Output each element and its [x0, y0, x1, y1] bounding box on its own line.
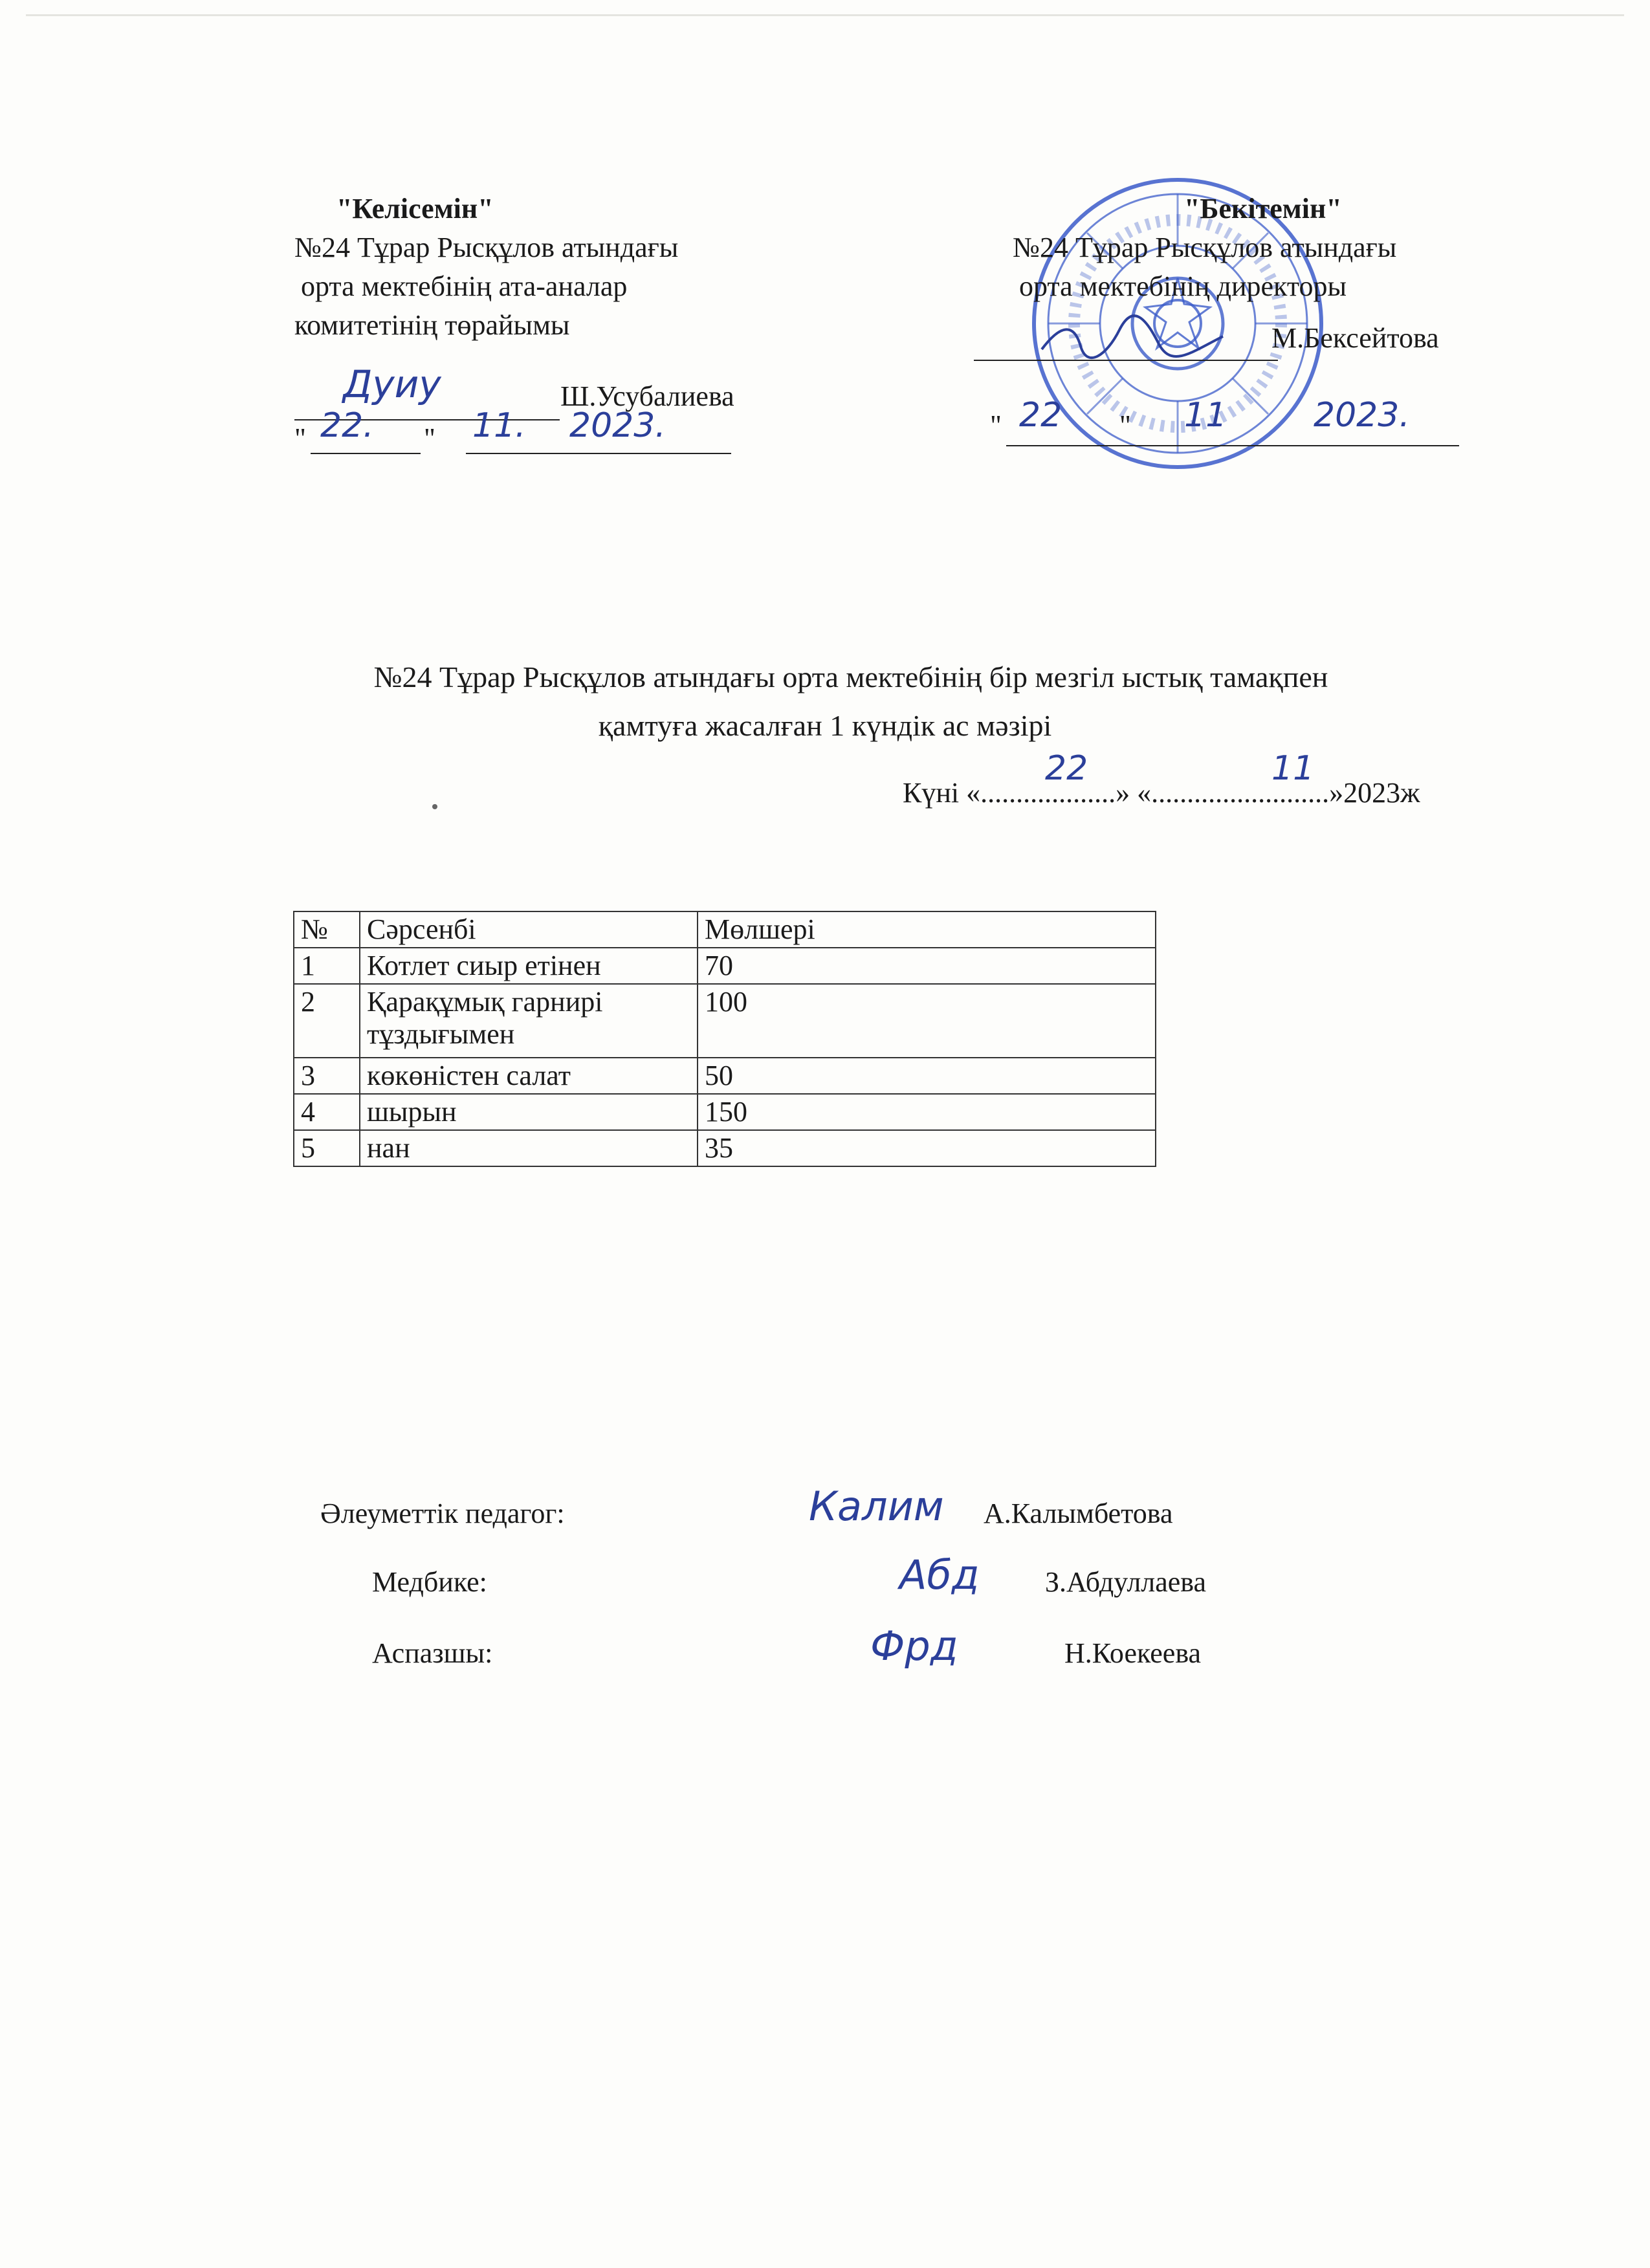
- agree-date-year: 2023.: [569, 406, 666, 445]
- row-no: 5: [294, 1130, 360, 1166]
- agree-line-2: орта мектебінің ата-аналар: [301, 270, 628, 302]
- doc-date-month-hand: 11: [1271, 749, 1315, 788]
- header-no: №: [294, 911, 360, 948]
- approve-signature: [1035, 311, 1229, 362]
- table-row: [294, 948, 1156, 984]
- signature-hand-cook: Фрд: [870, 1622, 958, 1670]
- agree-date-year-line: [466, 453, 731, 454]
- row-amount: 150: [698, 1094, 1156, 1130]
- row-amount: 100: [698, 984, 1156, 1058]
- row-amount: 70: [698, 948, 1156, 984]
- agree-name: Ш.Усубалиева: [560, 380, 734, 412]
- row-dish: көкөністен салат: [360, 1058, 698, 1094]
- approve-date-quote-open: ": [990, 409, 1002, 441]
- signature-role-social-pedagog: Әлеуметтік педагог:: [320, 1498, 565, 1529]
- signature-name-social-pedagog: А.Калымбетова: [984, 1498, 1173, 1529]
- agree-title: "Келісемін": [336, 193, 494, 224]
- signature-hand-social-pedagog: Калим: [809, 1483, 944, 1530]
- agree-date-quote-open: ": [294, 422, 306, 454]
- doc-title-line-1: №24 Тұрар Рысқұлов атындағы орта мектебінің бір мезгіл ыстық тамақпен: [373, 660, 1328, 693]
- approve-date-year: 2023.: [1314, 396, 1410, 435]
- row-no: 1: [294, 948, 360, 984]
- agree-line-1: №24 Тұрар Рысқұлов атындағы: [294, 232, 679, 263]
- table-row: [294, 1130, 1156, 1166]
- signature-hand-nurse: Абд: [899, 1551, 980, 1598]
- agree-date-month: 11.: [472, 406, 526, 445]
- approve-date-line: [1006, 445, 1459, 446]
- approve-line-2: орта мектебінің директоры: [1019, 270, 1347, 302]
- row-no: 2: [294, 984, 360, 1058]
- approve-date-quote-close: ": [1119, 409, 1131, 441]
- signature-name-cook: Н.Коекеева: [1064, 1637, 1202, 1669]
- agree-line-3: комитетінің төрайымы: [294, 309, 570, 341]
- doc-title-line-2: қамтуға жасалған 1 күндік ас мәзірі: [598, 709, 1052, 742]
- page-edge: [26, 14, 1624, 16]
- row-amount: 50: [698, 1058, 1156, 1094]
- row-dish: нан: [360, 1130, 698, 1166]
- approve-name: М.Бексейтова: [1271, 322, 1439, 354]
- table-row: [294, 1058, 1156, 1094]
- row-dish: шырын: [360, 1094, 698, 1130]
- agree-date-day: 22.: [320, 406, 374, 445]
- header-amount: Мөлшері: [698, 911, 1156, 948]
- row-no: 3: [294, 1058, 360, 1094]
- menu-table: [293, 911, 1156, 1167]
- table-row: [294, 984, 1156, 1058]
- table-header-row: [294, 911, 1156, 948]
- table-row: [294, 1094, 1156, 1130]
- doc-date-line: Күні «...................» «.........................»2023ж: [903, 777, 1420, 809]
- speck-dot: [432, 804, 437, 809]
- approve-line-1: №24 Тұрар Рысқұлов атындағы: [1013, 232, 1397, 263]
- approve-date-month: 11: [1184, 396, 1227, 435]
- signature-role-nurse: Медбике:: [372, 1566, 487, 1598]
- row-dish: Котлет сиыр етінен: [360, 948, 698, 984]
- row-no: 4: [294, 1094, 360, 1130]
- agree-signature: Дуиу: [343, 362, 441, 406]
- agree-date-day-line: [311, 453, 421, 454]
- signature-role-cook: Аспазшы:: [372, 1637, 493, 1669]
- row-amount: 35: [698, 1130, 1156, 1166]
- row-dish: Қарақұмық гарнирі тұздығымен: [360, 984, 698, 1058]
- header-day: Сәрсенбі: [360, 911, 698, 948]
- approve-date-day: 22: [1019, 396, 1062, 435]
- signature-name-nurse: З.Абдуллаева: [1045, 1566, 1207, 1598]
- agree-date-quote-close: ": [424, 422, 435, 454]
- doc-date-day-hand: 22: [1045, 749, 1088, 788]
- approve-title: "Бекітемін": [1184, 193, 1342, 224]
